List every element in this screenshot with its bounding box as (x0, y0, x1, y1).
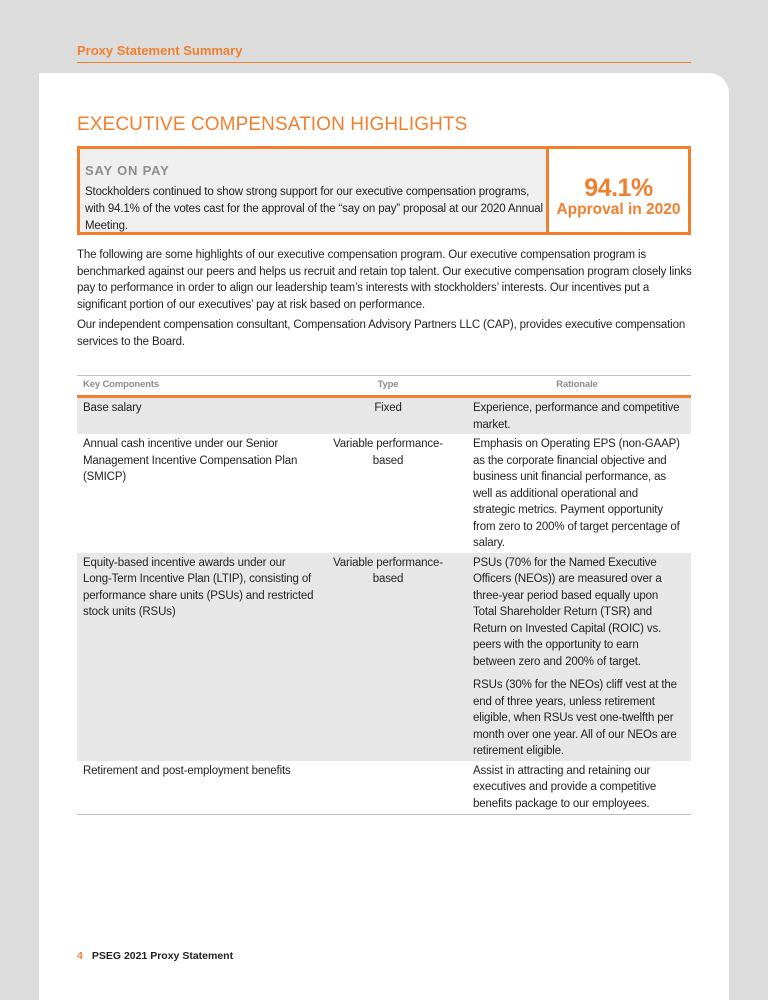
rationale-rsu: RSUs (30% for the NEOs) cliff vest at the end of three years, unless retirement eligible, when RSUs vest one-twelfth per month over one year. All of our NEOs are retirement eligible. (473, 679, 677, 757)
consultant-paragraph: Our independent compensation consultant, Compensation Advisory Partners LLC (CAP), provides executive compensation services to the Board. (77, 319, 686, 348)
rationale-psu: PSUs (70% for the Named Executive Officers (NEOs)) are measured over a three-year period based equally upon Total Shareholder Return (TSR) and Return on Invested Capital (ROIC) vs. peers with the opportunity to earn between zero and 200% of target. (473, 556, 662, 668)
header-rule (77, 62, 691, 63)
say-on-pay-heading: SAY ON PAY (85, 163, 170, 178)
approval-percent: 94.1% (584, 174, 653, 202)
intro-paragraph: The following are some highlights of our executive compensation program. Our executive compensation program is benchmarked against our peers and helps us recruit and retain top talent. Our executive compensation program closely links pay to performance in order to align our leadership team’s interests with stockholders’ interests. Our incentives put a significant portion of our executives’ pay at risk based on performance. (77, 249, 692, 311)
page-number: 4 (77, 950, 83, 962)
component-cell: Annual cash incentive under our Senior Management Incentive Compensation Plan (SMICP) (83, 438, 298, 483)
rationale-cell: Emphasis on Operating EPS (non-GAAP) as the corporate financial objective and business unit financial performance, as well as additional operational and strategic metrics. Payment opportunity from zero to 200% of target percentage of salary. (473, 438, 680, 549)
column-header-type: Type (321, 376, 455, 397)
say-on-pay-text: Stockholders continued to show strong support for our executive compensation programs, with 94.1% of the votes cast for the approval of the “say on pay” proposal at our 2020 Annual Meeting. (85, 186, 543, 232)
approval-label: Approval in 2020 (556, 201, 681, 218)
type-cell: Variable performance-based (321, 553, 455, 761)
table-row (77, 397, 691, 435)
type-cell: Fixed (321, 397, 455, 435)
type-cell (321, 761, 455, 815)
say-on-pay-box (77, 146, 691, 235)
column-header-components: Key Components (77, 376, 321, 397)
table-header-row (77, 376, 691, 397)
component-cell: Retirement and post-employment benefits (77, 761, 321, 815)
rationale-cell: Assist in attracting and retaining our executives and provide a competitive benefits package to our employees. (455, 761, 691, 815)
approval-stat (546, 146, 691, 235)
compensation-components-table (77, 375, 691, 815)
table-row (77, 553, 691, 761)
section-header: Proxy Statement Summary (77, 43, 243, 58)
component-cell: Equity-based incentive awards under our Long-Term Incentive Plan (LTIP), consisting of performance share units (PSUs) and restricted stock units (RSUs) (77, 553, 321, 761)
column-header-rationale: Rationale (455, 376, 691, 397)
rationale-cell (455, 553, 691, 761)
table-row (77, 761, 691, 815)
type-cell: Variable performance-based (333, 438, 443, 467)
page-title: EXECUTIVE COMPENSATION HIGHLIGHTS (77, 114, 468, 135)
component-cell: Base salary (77, 397, 321, 435)
table-row (77, 434, 691, 553)
document-title: PSEG 2021 Proxy Statement (91, 950, 234, 962)
rationale-cell: Experience, performance and competitive market. (455, 397, 691, 435)
page-footer (77, 950, 233, 962)
say-on-pay-description (77, 146, 546, 235)
